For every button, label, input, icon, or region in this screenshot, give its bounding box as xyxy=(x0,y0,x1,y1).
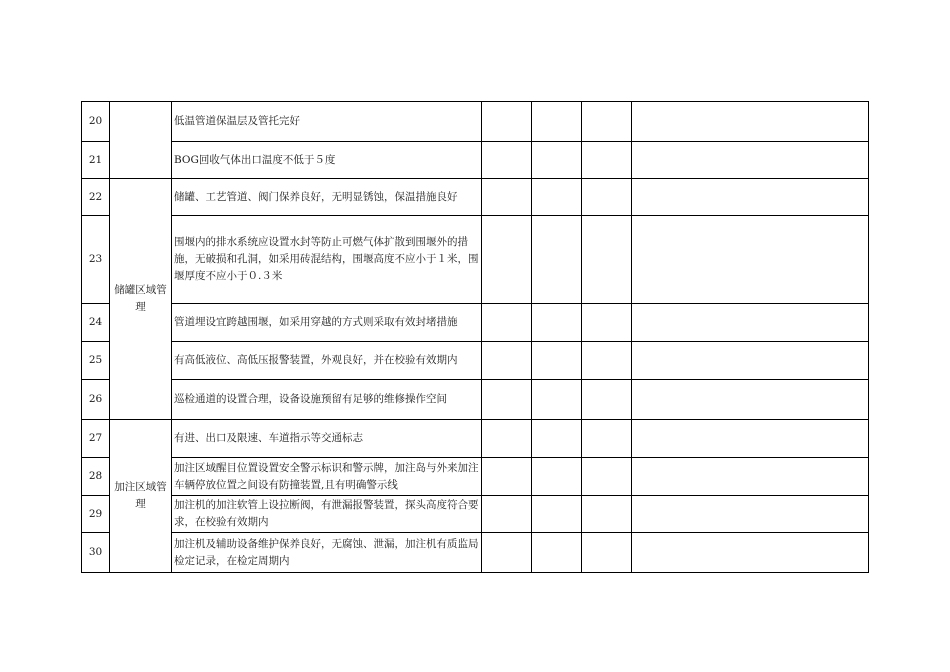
table-row xyxy=(82,216,869,304)
blank-cell xyxy=(532,496,582,533)
table-row xyxy=(82,496,869,533)
table-row xyxy=(82,420,869,458)
table-row xyxy=(82,142,869,179)
blank-cell xyxy=(532,342,582,380)
blank-cell xyxy=(582,380,632,420)
inspection-table xyxy=(81,101,869,573)
row-requirement: BOG回收气体出口温度不低于５度 xyxy=(172,142,482,179)
row-number: 28 xyxy=(82,458,110,496)
row-number: 23 xyxy=(82,216,110,304)
blank-cell xyxy=(632,142,869,179)
blank-cell xyxy=(532,102,582,142)
blank-cell xyxy=(632,342,869,380)
blank-cell xyxy=(482,458,532,496)
category-storage: 储罐区域管理 xyxy=(110,179,172,420)
blank-cell xyxy=(482,380,532,420)
row-number: 30 xyxy=(82,533,110,573)
table-row xyxy=(82,179,869,216)
row-requirement: 有进、出口及限速、车道指示等交通标志 xyxy=(172,420,482,458)
row-number: 29 xyxy=(82,496,110,533)
blank-cell xyxy=(482,216,532,304)
row-number: 26 xyxy=(82,380,110,420)
table-row xyxy=(82,102,869,142)
blank-cell xyxy=(632,216,869,304)
blank-cell xyxy=(582,179,632,216)
table-row xyxy=(82,304,869,342)
blank-cell xyxy=(632,533,869,573)
blank-cell xyxy=(532,142,582,179)
blank-cell xyxy=(632,420,869,458)
blank-cell xyxy=(582,142,632,179)
row-number: 24 xyxy=(82,304,110,342)
row-number: 22 xyxy=(82,179,110,216)
blank-cell xyxy=(632,380,869,420)
blank-cell xyxy=(582,496,632,533)
table-row xyxy=(82,458,869,496)
row-number: 27 xyxy=(82,420,110,458)
blank-cell xyxy=(532,304,582,342)
row-requirement: 储罐、工艺管道、阀门保养良好，无明显锈蚀，保温措施良好 xyxy=(172,179,482,216)
blank-cell xyxy=(532,458,582,496)
blank-cell xyxy=(482,304,532,342)
blank-cell xyxy=(632,458,869,496)
row-requirement: 加注机的加注软管上设拉断阀，有泄漏报警装置，探头高度符合要求，在校验有效期内 xyxy=(172,496,482,533)
category-filling: 加注区域管理 xyxy=(110,420,172,573)
blank-cell xyxy=(632,496,869,533)
row-requirement: 低温管道保温层及管托完好 xyxy=(172,102,482,142)
blank-cell xyxy=(532,533,582,573)
table-row xyxy=(82,342,869,380)
blank-cell xyxy=(482,420,532,458)
row-number: 21 xyxy=(82,142,110,179)
blank-cell xyxy=(582,420,632,458)
row-requirement: 围堰内的排水系统应设置水封等防止可燃气体扩散到围堰外的措施，无破损和孔洞，如采用砖混结构，围堰高度不应小于１米，围堰厚度不应小于０.３米 xyxy=(172,216,482,304)
row-requirement: 加注机及辅助设备维护保养良好，无腐蚀、泄漏，加注机有质监局检定记录，在检定周期内 xyxy=(172,533,482,573)
category-cell-empty xyxy=(110,102,172,179)
blank-cell xyxy=(532,380,582,420)
blank-cell xyxy=(582,458,632,496)
blank-cell xyxy=(532,179,582,216)
blank-cell xyxy=(582,102,632,142)
row-number: 25 xyxy=(82,342,110,380)
row-requirement: 加注区域醒目位置设置安全警示标识和警示牌，加注岛与外来加注车辆停放位置之间设有防撞装置,且有明确警示线 xyxy=(172,458,482,496)
blank-cell xyxy=(482,496,532,533)
blank-cell xyxy=(532,216,582,304)
blank-cell xyxy=(632,304,869,342)
row-requirement: 巡检通道的设置合理，设备设施预留有足够的维修操作空间 xyxy=(172,380,482,420)
blank-cell xyxy=(482,342,532,380)
row-requirement: 管道埋设宜跨越围堰，如采用穿越的方式则采取有效封堵措施 xyxy=(172,304,482,342)
blank-cell xyxy=(582,216,632,304)
blank-cell xyxy=(482,533,532,573)
row-requirement: 有高低液位、高低压报警装置，外观良好，并在校验有效期内 xyxy=(172,342,482,380)
table-row xyxy=(82,380,869,420)
blank-cell xyxy=(482,102,532,142)
blank-cell xyxy=(632,102,869,142)
blank-cell xyxy=(482,179,532,216)
row-number: 20 xyxy=(82,102,110,142)
blank-cell xyxy=(632,179,869,216)
blank-cell xyxy=(482,142,532,179)
blank-cell xyxy=(582,533,632,573)
table-row xyxy=(82,533,869,573)
blank-cell xyxy=(582,342,632,380)
blank-cell xyxy=(582,304,632,342)
blank-cell xyxy=(532,420,582,458)
